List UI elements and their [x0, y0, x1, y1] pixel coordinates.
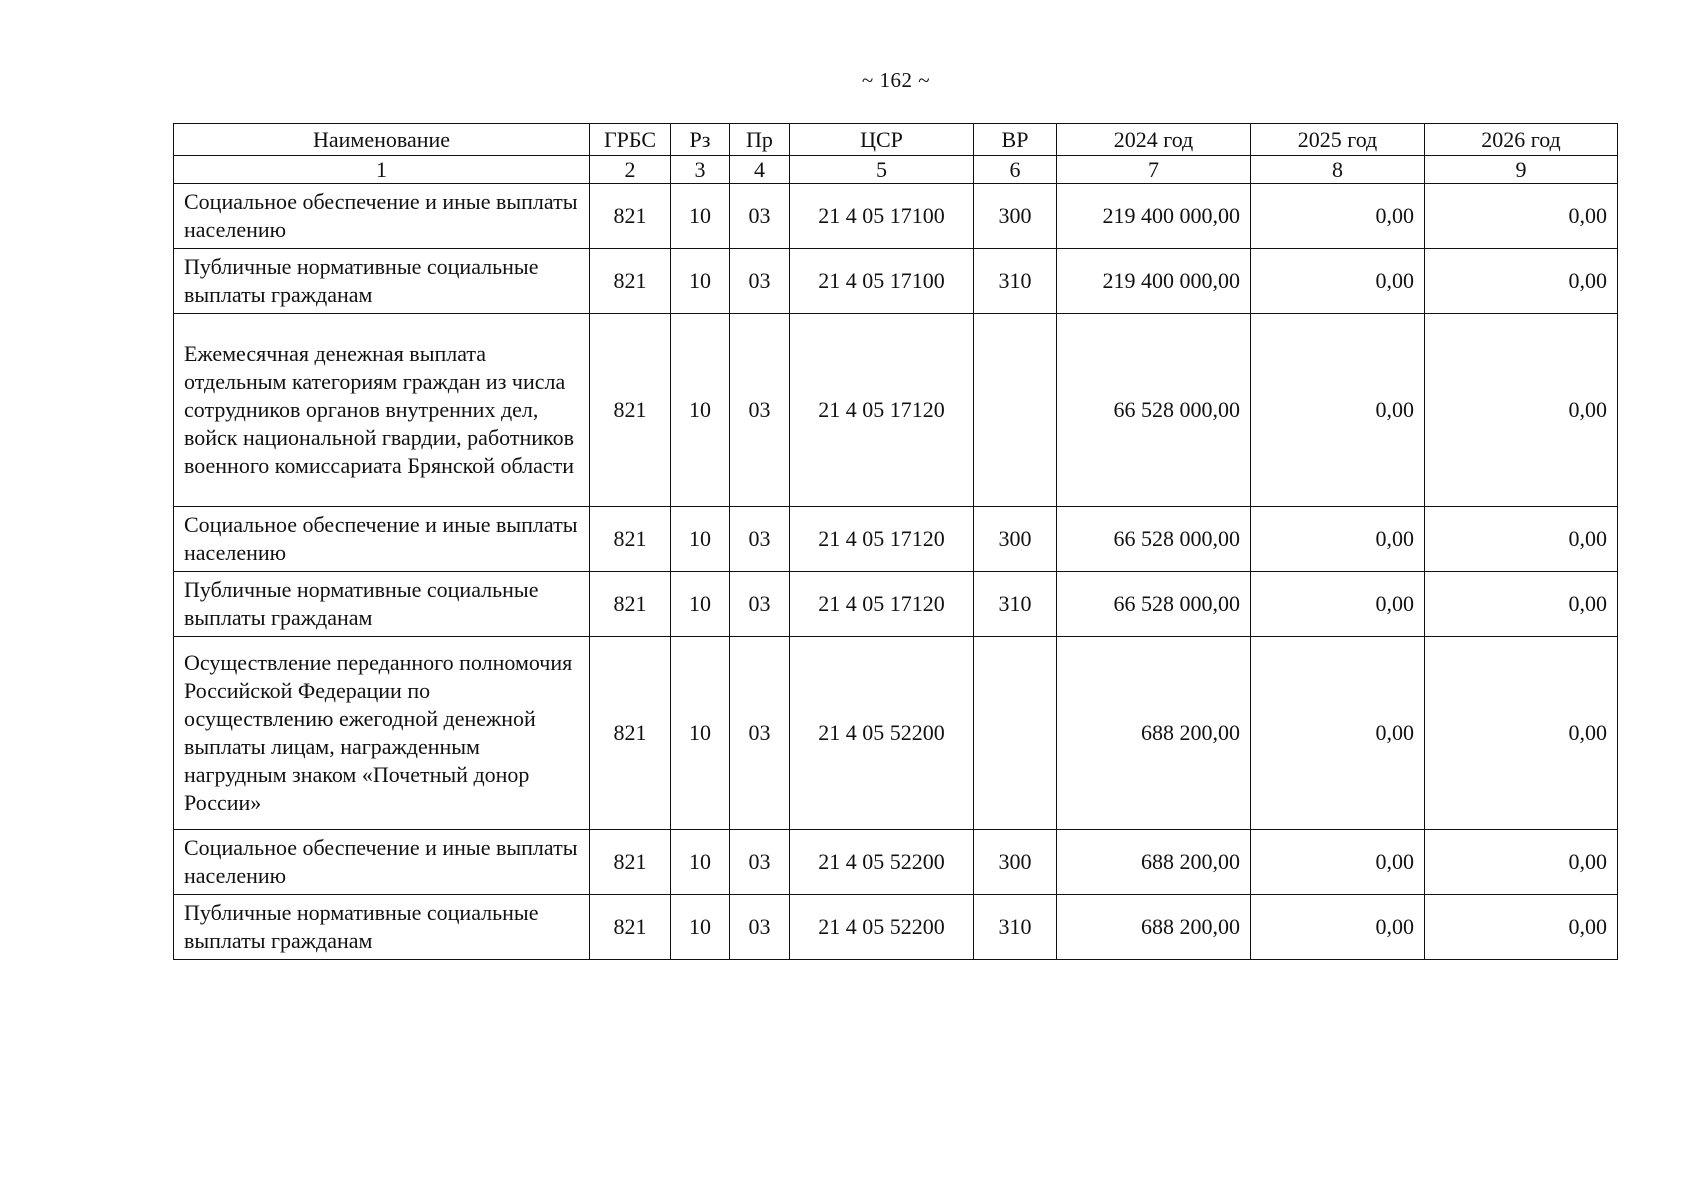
cell-name: Ежемесячная денежная выплата отдельным категориям граждан из числа сотрудников органов внутренних дел, войск национальной гвардии, работников военного комиссариата Брянской области	[174, 314, 590, 507]
cell-name: Осуществление переданного полномочия Российской Федерации по осуществлению ежегодной денежной выплаты лицам, награжденным нагрудным знаком «Почетный донор России»	[174, 637, 590, 830]
cell-vr: 300	[974, 184, 1057, 249]
cell-2024: 688 200,00	[1057, 637, 1251, 830]
cell-vr	[974, 637, 1057, 830]
header-vr: ВР	[974, 124, 1057, 156]
column-number: 7	[1057, 156, 1251, 184]
cell-pr: 03	[730, 637, 790, 830]
cell-2025: 0,00	[1251, 572, 1425, 637]
header-2026: 2026 год	[1425, 124, 1618, 156]
cell-vr: 310	[974, 572, 1057, 637]
page-number: ~ 162 ~	[861, 68, 931, 92]
cell-rz: 10	[671, 830, 730, 895]
cell-2026: 0,00	[1425, 830, 1618, 895]
table-row	[174, 572, 1618, 637]
cell-2026: 0,00	[1425, 895, 1618, 960]
cell-csr: 21 4 05 17120	[790, 572, 974, 637]
table-row	[174, 184, 1618, 249]
cell-name: Публичные нормативные социальные выплаты гражданам	[174, 895, 590, 960]
cell-2026: 0,00	[1425, 184, 1618, 249]
column-number: 5	[790, 156, 974, 184]
cell-2025: 0,00	[1251, 314, 1425, 507]
cell-name: Социальное обеспечение и иные выплаты населению	[174, 507, 590, 572]
cell-pr: 03	[730, 830, 790, 895]
cell-2025: 0,00	[1251, 184, 1425, 249]
cell-name: Социальное обеспечение и иные выплаты населению	[174, 830, 590, 895]
cell-vr: 300	[974, 507, 1057, 572]
cell-rz: 10	[671, 184, 730, 249]
cell-vr: 310	[974, 249, 1057, 314]
cell-2025: 0,00	[1251, 249, 1425, 314]
cell-grbs: 821	[590, 184, 671, 249]
table-row	[174, 830, 1618, 895]
cell-pr: 03	[730, 249, 790, 314]
column-number: 1	[174, 156, 590, 184]
cell-rz: 10	[671, 572, 730, 637]
column-number: 8	[1251, 156, 1425, 184]
cell-grbs: 821	[590, 830, 671, 895]
column-number-row	[174, 156, 1618, 184]
cell-csr: 21 4 05 52200	[790, 637, 974, 830]
cell-name: Социальное обеспечение и иные выплаты населению	[174, 184, 590, 249]
cell-2025: 0,00	[1251, 507, 1425, 572]
cell-2024: 66 528 000,00	[1057, 572, 1251, 637]
cell-2024: 219 400 000,00	[1057, 184, 1251, 249]
cell-2024: 688 200,00	[1057, 830, 1251, 895]
cell-2024: 219 400 000,00	[1057, 249, 1251, 314]
cell-2025: 0,00	[1251, 895, 1425, 960]
cell-pr: 03	[730, 314, 790, 507]
cell-grbs: 821	[590, 249, 671, 314]
cell-grbs: 821	[590, 637, 671, 830]
header-rz: Рз	[671, 124, 730, 156]
header-name: Наименование	[174, 124, 590, 156]
cell-2024: 66 528 000,00	[1057, 314, 1251, 507]
cell-pr: 03	[730, 572, 790, 637]
cell-2026: 0,00	[1425, 572, 1618, 637]
cell-rz: 10	[671, 314, 730, 507]
header-grbs: ГРБС	[590, 124, 671, 156]
cell-csr: 21 4 05 17100	[790, 184, 974, 249]
table-row	[174, 895, 1618, 960]
table-row	[174, 314, 1618, 507]
cell-2026: 0,00	[1425, 249, 1618, 314]
cell-grbs: 821	[590, 314, 671, 507]
header-csr: ЦСР	[790, 124, 974, 156]
cell-2025: 0,00	[1251, 830, 1425, 895]
cell-grbs: 821	[590, 895, 671, 960]
cell-rz: 10	[671, 249, 730, 314]
cell-pr: 03	[730, 895, 790, 960]
cell-csr: 21 4 05 17120	[790, 507, 974, 572]
cell-rz: 10	[671, 895, 730, 960]
cell-rz: 10	[671, 637, 730, 830]
cell-csr: 21 4 05 17120	[790, 314, 974, 507]
cell-pr: 03	[730, 507, 790, 572]
cell-2024: 66 528 000,00	[1057, 507, 1251, 572]
cell-vr: 300	[974, 830, 1057, 895]
cell-csr: 21 4 05 52200	[790, 895, 974, 960]
column-number: 9	[1425, 156, 1618, 184]
header-2024: 2024 год	[1057, 124, 1251, 156]
cell-csr: 21 4 05 17100	[790, 249, 974, 314]
cell-name: Публичные нормативные социальные выплаты гражданам	[174, 249, 590, 314]
header-pr: Пр	[730, 124, 790, 156]
table-row	[174, 249, 1618, 314]
cell-2026: 0,00	[1425, 314, 1618, 507]
column-number: 6	[974, 156, 1057, 184]
cell-grbs: 821	[590, 507, 671, 572]
column-number: 4	[730, 156, 790, 184]
cell-rz: 10	[671, 507, 730, 572]
table-row	[174, 507, 1618, 572]
cell-2025: 0,00	[1251, 637, 1425, 830]
header-row	[174, 124, 1618, 156]
column-number: 2	[590, 156, 671, 184]
cell-2026: 0,00	[1425, 507, 1618, 572]
cell-grbs: 821	[590, 572, 671, 637]
cell-name: Публичные нормативные социальные выплаты гражданам	[174, 572, 590, 637]
header-2025: 2025 год	[1251, 124, 1425, 156]
cell-vr	[974, 314, 1057, 507]
cell-vr: 310	[974, 895, 1057, 960]
cell-pr: 03	[730, 184, 790, 249]
column-number: 3	[671, 156, 730, 184]
cell-2024: 688 200,00	[1057, 895, 1251, 960]
table-row	[174, 637, 1618, 830]
cell-2026: 0,00	[1425, 637, 1618, 830]
cell-csr: 21 4 05 52200	[790, 830, 974, 895]
budget-table	[173, 123, 1618, 960]
